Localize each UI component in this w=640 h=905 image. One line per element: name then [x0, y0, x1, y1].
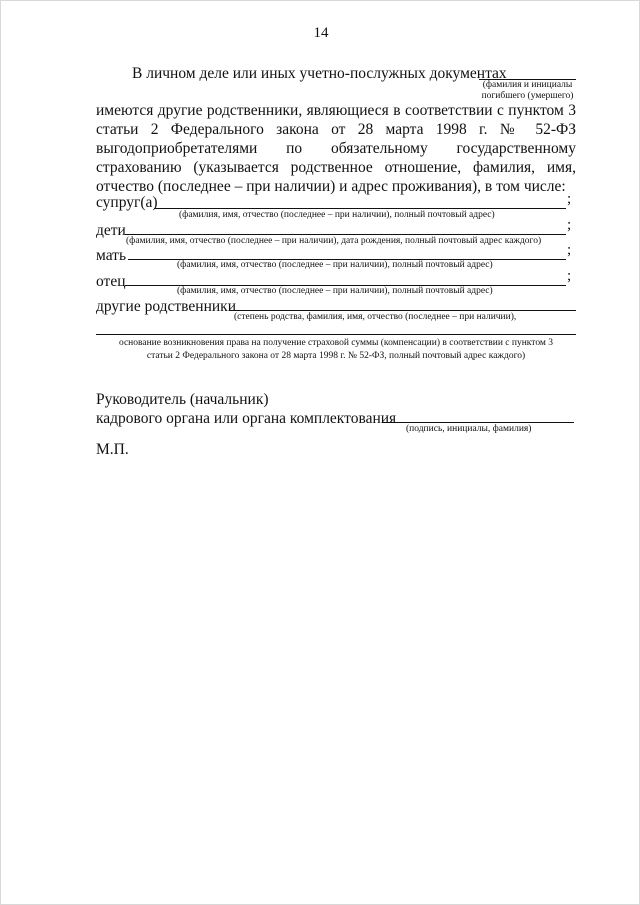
children-field[interactable]	[125, 220, 566, 235]
mother-semicolon: ;	[567, 242, 572, 258]
father-caption: (фамилия, имя, отчество (последнее – при наличии), полный почтовый адрес)	[177, 286, 493, 296]
other-relatives-field[interactable]	[229, 296, 576, 311]
signature-field[interactable]	[383, 408, 574, 423]
signature-title-line-1: Руководитель (начальник)	[96, 391, 269, 408]
mother-label: мать	[96, 247, 127, 264]
children-semicolon: ;	[567, 217, 572, 233]
deceased-name-field[interactable]	[479, 61, 576, 80]
stamp-placeholder: М.П.	[96, 441, 129, 458]
signature-caption: (подпись, инициалы, фамилия)	[406, 424, 532, 434]
signature-title-line-2: кадрового органа или органа комплектования	[96, 410, 397, 427]
spouse-caption: (фамилия, имя, отчество (последнее – при наличии), полный почтовый адрес)	[179, 210, 495, 220]
deceased-name-caption-2: погибшего (умершего)	[481, 91, 574, 101]
basis-caption-line-1: основание возникновения права на получение страховой суммы (компенсации) в соответствии с пунктом 3	[118, 338, 554, 348]
father-label: отец	[96, 273, 126, 290]
intro-text: В личном деле или иных учетно-послужных документах	[132, 65, 507, 82]
page-number: 14	[313, 25, 329, 41]
spouse-field[interactable]	[154, 194, 566, 209]
other-relatives-caption: (степень родства, фамилия, имя, отчество (последнее – при наличии),	[234, 312, 517, 322]
children-label: дети	[96, 222, 126, 239]
mother-caption: (фамилия, имя, отчество (последнее – при наличии), полный почтовый адрес)	[177, 260, 493, 270]
mother-field[interactable]	[128, 245, 566, 260]
spouse-semicolon: ;	[567, 191, 572, 207]
basis-caption	[96, 337, 576, 363]
spouse-label: супруг(а)	[96, 194, 158, 211]
deceased-name-caption-1: (фамилия и инициалы	[482, 80, 573, 90]
father-semicolon: ;	[567, 268, 572, 284]
relatives-paragraph: имеются другие родственники, являющиеся в соответствии с пунктом 3 статьи 2 Федерального закона от 28 марта 1998 г. № 52-ФЗ выгодоприобретателями по обязательному государственному страхованию (указывается родственное отношение, фамилия, имя, отчество (последнее – при наличии) и адрес проживания), в том числе:	[96, 102, 576, 195]
children-caption: (фамилия, имя, отчество (последнее – при наличии), дата рождения, полный почтовый адрес каждого)	[126, 236, 542, 246]
other-relatives-label: другие родственники	[96, 298, 236, 315]
father-field[interactable]	[125, 271, 566, 286]
basis-field[interactable]	[96, 322, 576, 335]
basis-caption-line-2: статьи 2 Федерального закона от 28 марта 1998 г. № 52-ФЗ, полный почтовый адрес каждого)	[146, 351, 526, 361]
